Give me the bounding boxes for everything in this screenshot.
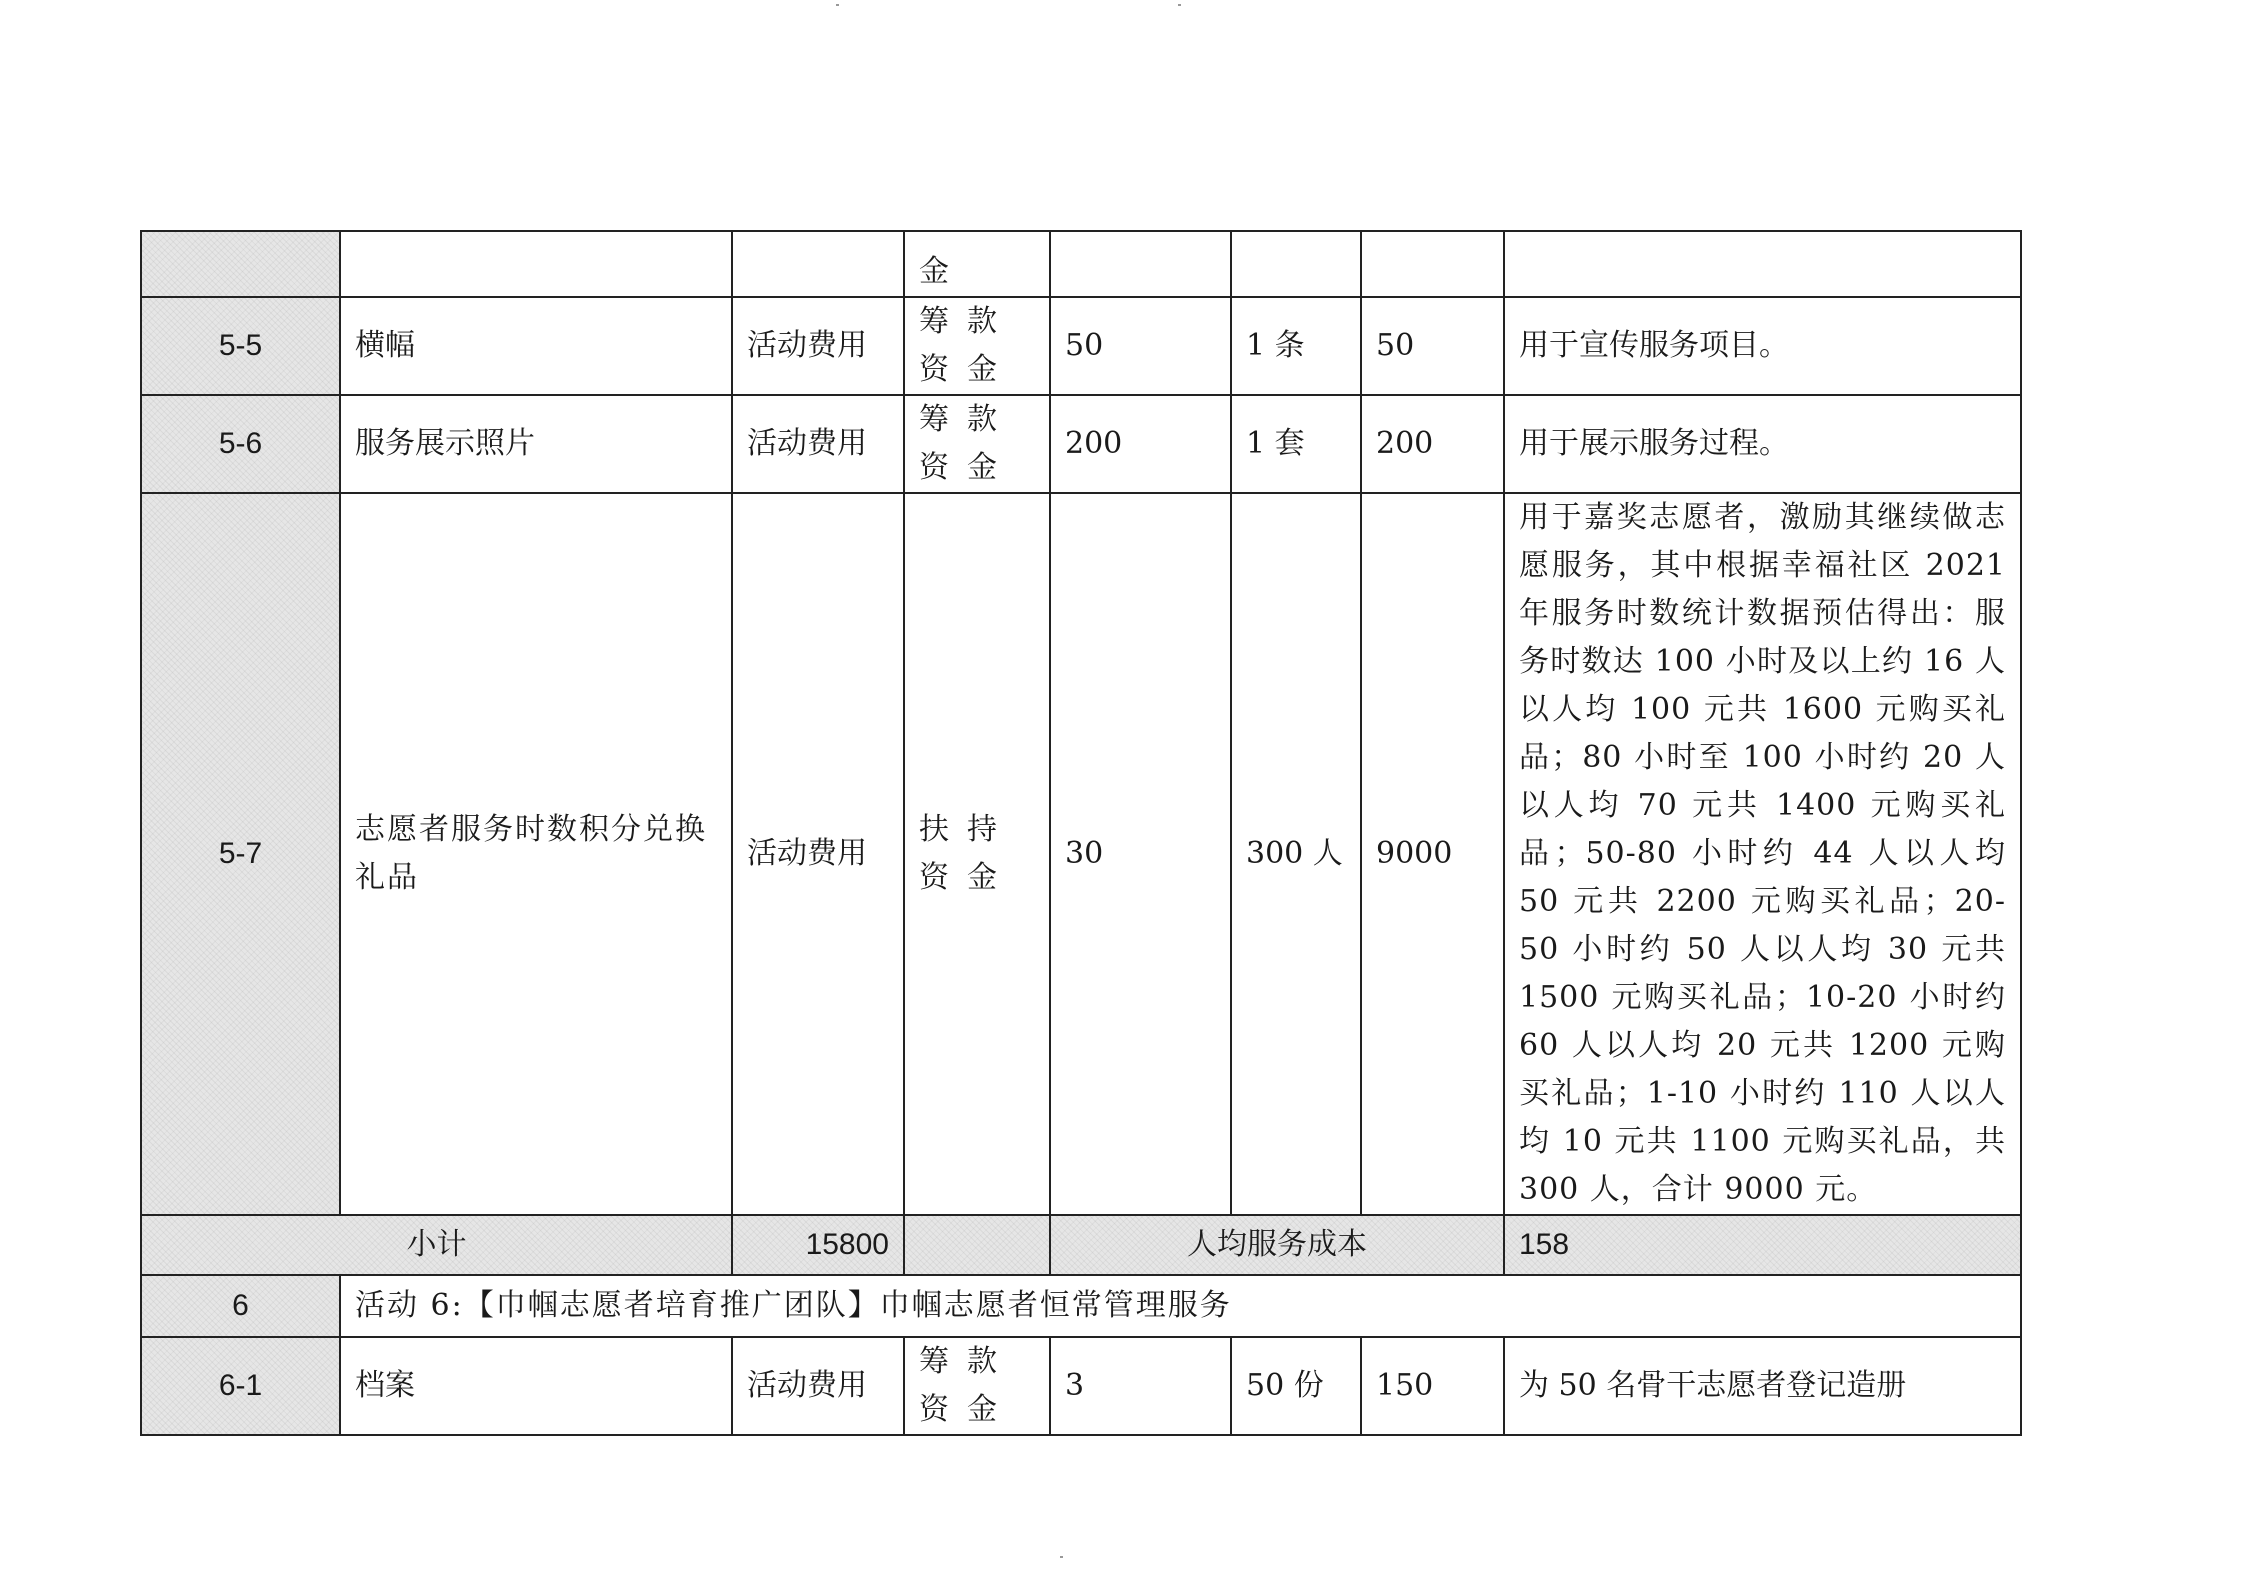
row-number-cell: 5-6 — [141, 395, 340, 493]
amount-cell: 150 — [1361, 1337, 1504, 1435]
source-cell: 筹款资金 — [904, 1337, 1050, 1435]
note-cell: 为 50 名骨干志愿者登记造册 — [1504, 1337, 2021, 1435]
budget-sheet — [140, 230, 2022, 1436]
row-number-cell: 5-7 — [141, 493, 340, 1215]
source-cell: 筹款资金 — [904, 297, 1050, 395]
quantity-cell: 50 份 — [1231, 1337, 1361, 1435]
table-row — [141, 297, 2021, 395]
item-cell: 横幅 — [340, 297, 732, 395]
source-cell: 筹款资金 — [904, 395, 1050, 493]
subtotal-label: 小计 — [141, 1215, 732, 1275]
activity-header-row — [141, 1275, 2021, 1337]
budget-table — [140, 230, 2022, 1436]
activity-title: 活动 6:【巾帼志愿者培育推广团队】巾帼志愿者恒常管理服务 — [340, 1275, 2021, 1337]
per-capita-label: 人均服务成本 — [1050, 1215, 1504, 1275]
unit-price-cell — [1050, 231, 1231, 297]
item-cell — [340, 231, 732, 297]
note-cell: 用于嘉奖志愿者，激励其继续做志愿服务，其中根据幸福社区 2021 年服务时数统计数据预估得出：服务时数达 100 小时及以上约 16 人以人均 100 元共 1600 元购买礼品；80 小时至 100 小时约 20 人以人均 70 元共 1400 元购买礼品；50-80 小时约 44 人以人均 50 元共 2200 元购买礼品；20-50 小时约 50 人以人均 30 元共 1500 元购买礼品；10-20 小时约 60 人以人均 20 元共 1200 元购买礼品；1-10 小时约 110 人以人均 10 元共 1100 元购买礼品，共 300 人，合计 9000 元。 — [1504, 493, 2021, 1215]
category-cell: 活动费用 — [732, 297, 904, 395]
row-number-cell — [141, 231, 340, 297]
amount-cell: 200 — [1361, 395, 1504, 493]
subtotal-value: 15800 — [732, 1215, 904, 1275]
note-cell: 用于展示服务过程。 — [1504, 395, 2021, 493]
unit-price-cell: 30 — [1050, 493, 1231, 1215]
category-cell: 活动费用 — [732, 493, 904, 1215]
quantity-cell: 1 条 — [1231, 297, 1361, 395]
row-number-cell: 5-5 — [141, 297, 340, 395]
table-row — [141, 395, 2021, 493]
category-cell — [732, 231, 904, 297]
unit-price-cell: 50 — [1050, 297, 1231, 395]
quantity-cell: 1 套 — [1231, 395, 1361, 493]
row-number-cell: 6-1 — [141, 1337, 340, 1435]
subtotal-row — [141, 1215, 2021, 1275]
unit-price-cell: 200 — [1050, 395, 1231, 493]
quantity-cell: 300 人 — [1231, 493, 1361, 1215]
item-cell: 服务展示照片 — [340, 395, 732, 493]
amount-cell — [1361, 231, 1504, 297]
per-capita-value: 158 — [1504, 1215, 2021, 1275]
row-number-cell: 6 — [141, 1275, 340, 1337]
category-cell: 活动费用 — [732, 1337, 904, 1435]
amount-cell: 50 — [1361, 297, 1504, 395]
table-row — [141, 231, 2021, 297]
quantity-cell — [1231, 231, 1361, 297]
note-cell — [1504, 231, 2021, 297]
item-cell: 档案 — [340, 1337, 732, 1435]
note-cell: 用于宣传服务项目。 — [1504, 297, 2021, 395]
source-cell: 扶持资金 — [904, 493, 1050, 1215]
amount-cell: 9000 — [1361, 493, 1504, 1215]
table-row — [141, 1337, 2021, 1435]
table-row — [141, 493, 2021, 1215]
category-cell: 活动费用 — [732, 395, 904, 493]
unit-price-cell: 3 — [1050, 1337, 1231, 1435]
item-cell: 志愿者服务时数积分兑换礼品 — [340, 493, 732, 1215]
source-cell: 金 — [904, 231, 1050, 297]
subtotal-blank-cell — [904, 1215, 1050, 1275]
